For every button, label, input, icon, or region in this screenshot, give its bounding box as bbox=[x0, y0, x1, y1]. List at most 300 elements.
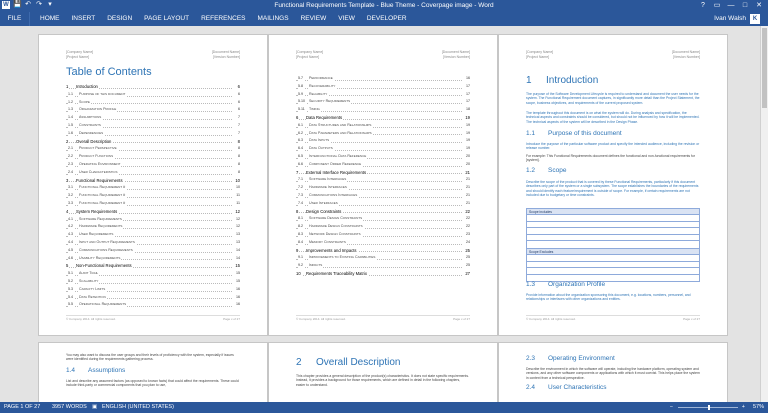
toc-entry[interactable] bbox=[296, 192, 470, 200]
toc-entry[interactable] bbox=[66, 177, 240, 185]
toc-entry-page: 27 bbox=[465, 270, 470, 276]
toc-entry-text: Communications Requirements bbox=[79, 247, 134, 255]
toc-entry-page: 6 bbox=[237, 106, 240, 114]
toc-entry[interactable] bbox=[66, 200, 240, 208]
footer-page-number: Page x of 27 bbox=[223, 317, 240, 321]
toc-entry[interactable] bbox=[66, 184, 240, 192]
vertical-scrollbar[interactable] bbox=[760, 26, 768, 402]
toc-entry-text: External Interface Requirements bbox=[306, 169, 367, 175]
toc-entry-text: Component Order Reference bbox=[309, 161, 362, 169]
toc-entry-number: 9.1 bbox=[298, 254, 304, 262]
toc-entry[interactable] bbox=[66, 192, 240, 200]
toc-entry-page: 7 bbox=[237, 130, 240, 138]
toc-entry-number: 4.5 bbox=[68, 247, 74, 255]
heading-number: 2 bbox=[296, 357, 302, 368]
toc-entry[interactable] bbox=[296, 83, 470, 91]
table-header: Scope includes bbox=[527, 209, 699, 215]
toc-entry-page: 8 bbox=[237, 161, 240, 169]
toc-entry-text: User Interfaces bbox=[309, 200, 339, 208]
toc-entry-number: 1.1 bbox=[68, 91, 74, 99]
toc-entry-number: 3 bbox=[66, 177, 69, 183]
toc-entry-number: 5.9 bbox=[298, 91, 304, 99]
toc-entry-text: User Requirements bbox=[79, 231, 114, 239]
toc-entry[interactable] bbox=[66, 106, 240, 114]
overall-description-paragraph: This chapter provides a general description of the product(s) characteristics. It does not state specific requirements. Instead, it provides a background for those requirements, which are defined in detail in the following chapters, easier to understand. bbox=[296, 374, 470, 387]
toc-entry[interactable] bbox=[66, 262, 240, 270]
toc-entry-page: 15 bbox=[235, 278, 240, 286]
toc-entry-page: 19 bbox=[465, 145, 470, 153]
toc-entry-number: 6.1 bbox=[298, 122, 304, 130]
toc-entry[interactable] bbox=[66, 99, 240, 107]
toc-entry[interactable] bbox=[66, 114, 240, 122]
toc-entry-number: 2 bbox=[66, 138, 69, 144]
page-header bbox=[526, 50, 700, 62]
purpose-paragraph-1: Introduce the purpose of the particular software product and specify the intended audience, including the revision or release number. bbox=[526, 142, 700, 151]
toc-entry-number: 4.2 bbox=[68, 223, 74, 231]
document-area[interactable] bbox=[0, 26, 768, 402]
maximize-button[interactable]: □ bbox=[742, 2, 748, 9]
toc-entry-number: 8.3 bbox=[298, 231, 304, 239]
toc-entry-number: 1.2 bbox=[68, 99, 74, 107]
heading-text: Operating Environment bbox=[548, 355, 615, 362]
toc-entry-page: 8 bbox=[237, 138, 240, 144]
user-name[interactable]: Ivan Walsh bbox=[714, 15, 746, 22]
toc-entry-page: 7 bbox=[237, 122, 240, 130]
toc-entry[interactable] bbox=[296, 75, 470, 83]
toc-entry-page: 12 bbox=[235, 208, 240, 214]
toc-entry-text: Assumptions bbox=[79, 114, 102, 122]
toc-entry-number: 8.1 bbox=[298, 215, 304, 223]
ribbon-tab-insert[interactable]: INSERT bbox=[71, 15, 96, 22]
undo-icon[interactable]: ↶ bbox=[25, 1, 31, 8]
user-groups-paragraph: You may also want to discuss the user groups and their levels of proficiency with the system, especially if issues were identified during the requirements gathering process. bbox=[66, 353, 234, 362]
toc-entry-number: 3.2 bbox=[68, 192, 74, 200]
toc-entry-text: Non-Functional Requirements bbox=[76, 263, 132, 269]
toc-entry[interactable] bbox=[296, 137, 470, 145]
toc-entry-number: 7.4 bbox=[298, 200, 304, 208]
page-footer bbox=[66, 315, 240, 321]
heading-text: Assumptions bbox=[88, 367, 126, 374]
toc-entry-number: 6.4 bbox=[298, 145, 304, 153]
toc-entry[interactable] bbox=[66, 161, 240, 169]
page-footer bbox=[526, 315, 700, 321]
heading-operating-environment bbox=[526, 355, 615, 362]
toc-entry-text: Data Inputs bbox=[309, 137, 330, 145]
toc-heading: Table of Contents bbox=[66, 66, 152, 78]
toc-entry-number: 5.7 bbox=[298, 75, 304, 83]
header-company: [Company Name] bbox=[526, 50, 554, 54]
toc-entry-text: Data Outputs bbox=[309, 145, 334, 153]
toc-entry[interactable] bbox=[296, 145, 470, 153]
heading-assumptions bbox=[66, 367, 125, 374]
toc-entry-page: 6 bbox=[237, 99, 240, 107]
toc-entry-text: Network Design Constraints bbox=[309, 231, 362, 239]
toc-entry-number: 10 bbox=[296, 270, 301, 276]
heading-text: User Characteristics bbox=[548, 384, 607, 391]
ribbon-tab-design[interactable]: DESIGN bbox=[107, 15, 133, 22]
page-introduction[interactable] bbox=[498, 34, 728, 336]
toc-entry[interactable] bbox=[66, 153, 240, 161]
ribbon-tab-page-layout[interactable]: PAGE LAYOUT bbox=[144, 15, 190, 22]
toc-entry[interactable] bbox=[66, 247, 240, 255]
toc-entry-text: Impacts bbox=[309, 262, 323, 270]
toc-entry-number: 4.4 bbox=[68, 239, 74, 247]
toc-entry-page: 6 bbox=[237, 91, 240, 99]
scope-excludes-table[interactable] bbox=[526, 248, 700, 282]
heading-text: Organization Profile bbox=[548, 281, 606, 288]
toc-entry-text: Audit Trail bbox=[79, 270, 99, 278]
toc-entry-page: 25 bbox=[465, 247, 470, 253]
heading-number: 1.2 bbox=[526, 167, 536, 174]
heading-scope bbox=[526, 167, 566, 174]
page-footer bbox=[296, 315, 470, 321]
organization-paragraph: Provide information about the organization sponsoring this document, e.g. locations, numbers, personnel, and relationships or interfaces with other organizations and entities. bbox=[526, 293, 691, 302]
toc-entry-page: 22 bbox=[465, 215, 470, 223]
ribbon-tab-view[interactable]: VIEW bbox=[338, 15, 355, 22]
toc-entry-number: 3.3 bbox=[68, 200, 74, 208]
toc-entry-number: 4.1 bbox=[68, 216, 74, 224]
toc-entry-number: 2.4 bbox=[68, 169, 74, 177]
toc-entry-page: 13 bbox=[235, 239, 240, 247]
heading-overall-description bbox=[296, 357, 400, 368]
header-project: [Project Name] bbox=[296, 54, 320, 59]
toc-entry[interactable] bbox=[66, 145, 240, 153]
toc-entry-number: 6.5 bbox=[298, 153, 304, 161]
toc-entry-text: Functional Requirement # bbox=[79, 200, 126, 208]
toc-entry-text: Communications Interfaces bbox=[309, 192, 358, 200]
toc-entry[interactable] bbox=[296, 208, 470, 216]
toc-entry-page: 16 bbox=[235, 294, 240, 302]
toc-entry-text: Software Requirements bbox=[79, 216, 123, 224]
toc-entry-number: 1 bbox=[66, 84, 69, 89]
toc-entry[interactable] bbox=[66, 169, 240, 177]
window-controls bbox=[696, 0, 766, 12]
toc-entry-text: Design Constraints bbox=[306, 208, 342, 214]
toc-entry[interactable] bbox=[296, 270, 470, 278]
toc-entry[interactable] bbox=[296, 184, 470, 192]
close-button[interactable]: ✕ bbox=[756, 2, 762, 9]
file-tab[interactable]: FILE bbox=[0, 12, 30, 26]
toc-entry-page: 6 bbox=[237, 84, 240, 89]
toc-entry-page: 21 bbox=[465, 192, 470, 200]
toc-entry-text: Overall Description bbox=[76, 138, 112, 144]
toc-entry-text: Data Retention bbox=[79, 294, 107, 302]
toc-entry[interactable] bbox=[296, 122, 470, 130]
toc-entry[interactable] bbox=[296, 239, 470, 247]
toc-entry[interactable] bbox=[66, 83, 240, 91]
page-toc-1[interactable] bbox=[38, 34, 268, 336]
toc-entry-number: 4.6 bbox=[68, 255, 74, 263]
toc-entry-text: Dependencies bbox=[79, 130, 104, 138]
toc-entry[interactable] bbox=[296, 176, 470, 184]
toc-entry[interactable] bbox=[66, 294, 240, 302]
ribbon-tab-list bbox=[34, 12, 413, 26]
footer-copyright: © Company 2014. All rights reserved. bbox=[526, 317, 576, 321]
avatar[interactable]: K bbox=[750, 14, 760, 24]
toc-entry-text: Requirements Traceability Matrix bbox=[306, 270, 367, 276]
toc-entry[interactable] bbox=[66, 223, 240, 231]
toc-entry-text: Memory Constraints bbox=[309, 239, 347, 247]
toc-entry[interactable] bbox=[66, 270, 240, 278]
toc-entry-page: 12 bbox=[235, 223, 240, 231]
page-count[interactable]: PAGE 1 OF 27 bbox=[4, 404, 41, 410]
purpose-paragraph-2: For example: This Functional Requirements document defines the functional and non-functional requirements for [system]. bbox=[526, 154, 695, 163]
toc-entry-text: Hardware Interfaces bbox=[309, 184, 348, 192]
toc-entry-page: 15 bbox=[235, 263, 240, 269]
toc-entry[interactable] bbox=[296, 223, 470, 231]
word-logo-icon: W bbox=[3, 2, 9, 8]
toc-entry-page: 18 bbox=[465, 106, 470, 114]
zoom-out-button[interactable]: − bbox=[669, 404, 673, 410]
toc-entry-number: 1.5 bbox=[68, 122, 74, 130]
toc-entry-text: Performance bbox=[309, 75, 334, 83]
toc-entry-text: Improvements to Existing Capabilities bbox=[309, 254, 376, 262]
header-company: [Company Name] bbox=[66, 50, 94, 54]
toc-entry-number: 7.3 bbox=[298, 192, 304, 200]
header-version: [Version Number] bbox=[442, 54, 470, 59]
toc-entry[interactable] bbox=[66, 216, 240, 224]
toc-entry[interactable] bbox=[66, 208, 240, 216]
toc-entry-number: 2.1 bbox=[68, 145, 74, 153]
page-operating-environment[interactable] bbox=[498, 342, 728, 402]
scope-includes-table[interactable] bbox=[526, 208, 700, 249]
page-assumptions[interactable] bbox=[38, 342, 268, 402]
help-button[interactable]: ? bbox=[701, 2, 705, 9]
toc-entry[interactable] bbox=[296, 254, 470, 262]
toc-entry-number: 9.2 bbox=[298, 262, 304, 270]
toc-entry-number: 2.2 bbox=[68, 153, 74, 161]
toc-entry-text: Operating Environment bbox=[79, 161, 121, 169]
assumptions-paragraph: List and describe any assumed factors (as opposed to known facts) that could affect the requirements. These could include third-party or commercial components that you plan to use, bbox=[66, 379, 239, 388]
proofing-icon[interactable]: ▣ bbox=[92, 404, 98, 410]
ribbon-tab-review[interactable]: REVIEW bbox=[300, 15, 327, 22]
toc-entry-number: 5.4 bbox=[68, 294, 74, 302]
toc-entry-page: 14 bbox=[235, 247, 240, 255]
toc-entry-number: 5.5 bbox=[68, 301, 74, 309]
ribbon-tab-mailings[interactable]: MAILINGS bbox=[257, 15, 289, 22]
toc-list bbox=[296, 75, 470, 278]
toc-entry-page: 25 bbox=[465, 254, 470, 262]
toc-entry[interactable] bbox=[296, 169, 470, 177]
toc-entry-page: 8 bbox=[237, 153, 240, 161]
save-icon[interactable]: 💾 bbox=[13, 1, 22, 8]
scrollbar-thumb[interactable] bbox=[762, 28, 767, 108]
toc-entry-number: 7.1 bbox=[298, 176, 304, 184]
toc-entry-number: 4 bbox=[66, 208, 69, 214]
heading-number: 1.1 bbox=[526, 130, 536, 137]
toc-entry[interactable] bbox=[66, 122, 240, 130]
heading-introduction bbox=[526, 75, 598, 86]
toc-entry-number: 7 bbox=[296, 169, 299, 175]
toc-entry-text: Usability Requirements bbox=[79, 255, 121, 263]
heading-number: 2.4 bbox=[526, 384, 536, 391]
toc-entry-text: Reliability bbox=[309, 91, 328, 99]
toc-entry-number: 5.10 bbox=[298, 98, 306, 106]
toc-entry-page: 10 bbox=[235, 184, 240, 192]
heading-text: Purpose of this document bbox=[548, 130, 622, 137]
ribbon-tab-developer[interactable]: DEVELOPER bbox=[366, 15, 407, 22]
heading-organization-profile bbox=[526, 281, 605, 288]
toc-entry-page: 19 bbox=[465, 122, 470, 130]
toc-leader bbox=[296, 111, 462, 112]
language-indicator[interactable]: ENGLISH (UNITED STATES) bbox=[102, 404, 174, 410]
toc-entry-page: 13 bbox=[235, 231, 240, 239]
zoom-level[interactable]: 57% bbox=[752, 404, 764, 410]
toc-entry-text: Security Requirements bbox=[309, 98, 351, 106]
toc-entry-text: Timing bbox=[309, 106, 321, 114]
toc-entry-number: 4.3 bbox=[68, 231, 74, 239]
redo-icon[interactable]: ↷ bbox=[36, 1, 42, 8]
toc-entry-text: Interfunctional Data Reference bbox=[309, 153, 367, 161]
toc-entry-page: 11 bbox=[235, 200, 240, 208]
toc-entry-page: 14 bbox=[235, 255, 240, 263]
toc-entry[interactable] bbox=[66, 91, 240, 99]
toc-entry-number: 8.4 bbox=[298, 239, 304, 247]
page-header bbox=[66, 50, 240, 62]
toc-entry[interactable] bbox=[296, 91, 470, 99]
toc-entry-number: 5.1 bbox=[68, 270, 74, 278]
toc-entry-text: Introduction bbox=[76, 84, 98, 89]
toc-entry[interactable] bbox=[296, 247, 470, 255]
toc-entry-page: 22 bbox=[465, 223, 470, 231]
toc-entry-page: 8 bbox=[237, 145, 240, 153]
toc-entry-number: 2.3 bbox=[68, 161, 74, 169]
toc-entry-page: 24 bbox=[465, 239, 470, 247]
toc-entry-text: System Requirements bbox=[76, 208, 118, 214]
toc-entry[interactable] bbox=[66, 255, 240, 263]
header-project: [Project Name] bbox=[66, 54, 90, 59]
heading-user-characteristics bbox=[526, 384, 607, 391]
toc-entry-number: 1.3 bbox=[68, 106, 74, 114]
toc-entry-page: 20 bbox=[465, 153, 470, 161]
ribbon-tab-home[interactable]: HOME bbox=[40, 15, 60, 22]
toc-entry-page: 19 bbox=[465, 130, 470, 138]
toc-entry-number: 5.11 bbox=[298, 106, 306, 114]
toc-entry[interactable] bbox=[296, 200, 470, 208]
title-bar bbox=[0, 0, 768, 12]
toc-entry-text: Capacity Limits bbox=[79, 286, 106, 294]
toc-entry-text: Scope bbox=[79, 99, 91, 107]
header-project: [Project Name] bbox=[526, 54, 550, 59]
toc-entry-number: 1.4 bbox=[68, 114, 74, 122]
toc-entry-text: Product Functions bbox=[79, 153, 114, 161]
ribbon-display-button[interactable]: ▭ bbox=[713, 2, 721, 9]
toc-entry-text: Hardware Requirements bbox=[79, 223, 123, 231]
intro-paragraph-1: The purpose of the Software Development Lifecycle is required to understand and document the user needs for the system. The Functional Requirement document captures, in significantly more detail than the Project Statement, the scope, business objectives, and requirements of the current proposed system. bbox=[526, 92, 700, 105]
toc-entry-text: Scalability bbox=[79, 278, 99, 286]
page-overall-description[interactable] bbox=[268, 342, 498, 402]
header-document: [Document Name] bbox=[211, 50, 240, 54]
toc-entry-page: 17 bbox=[465, 98, 470, 106]
toc-entry-text: Constraints bbox=[79, 122, 102, 130]
heading-number: 1.3 bbox=[526, 281, 536, 288]
toc-entry-page: 11 bbox=[235, 192, 240, 200]
toc-entry[interactable] bbox=[66, 286, 240, 294]
toc-entry-number: 6 bbox=[296, 114, 299, 120]
toc-entry-page: 17 bbox=[465, 83, 470, 91]
toc-entry[interactable] bbox=[296, 130, 470, 138]
toc-entry-page: 23 bbox=[465, 231, 470, 239]
heading-number: 1 bbox=[526, 75, 532, 86]
toc-entry[interactable] bbox=[296, 114, 470, 122]
toc-entry-number: 3.1 bbox=[68, 184, 74, 192]
intro-paragraph-2: The template throughout this document is on what the system will do. During analysis and specification, the technical aspects and constraints should be considered, but should not be influenced by how it will be implemented. The technical aspects of the system will be described in the Design Phase. bbox=[526, 111, 700, 124]
heading-text: Overall Description bbox=[316, 357, 401, 368]
toc-entry-text: Functional Requirement # bbox=[79, 192, 126, 200]
toc-entry-text: Purpose of this document bbox=[79, 91, 126, 99]
toc-entry[interactable] bbox=[66, 301, 240, 309]
footer-page-number: Page x of 27 bbox=[683, 317, 700, 321]
zoom-in-button[interactable]: + bbox=[741, 404, 745, 410]
toc-entry-number: 8 bbox=[296, 208, 299, 214]
toc-entry-page: 22 bbox=[465, 208, 470, 214]
toc-entry-page: 12 bbox=[235, 216, 240, 224]
customize-qat-icon[interactable]: ▾ bbox=[48, 1, 52, 8]
toc-entry-number: 1.6 bbox=[68, 130, 74, 138]
toc-entry[interactable] bbox=[296, 262, 470, 270]
toc-entry-number: 5 bbox=[66, 263, 69, 269]
toc-entry-page: 21 bbox=[465, 176, 470, 184]
toc-entry-page: 25 bbox=[465, 262, 470, 270]
toc-entry[interactable] bbox=[296, 215, 470, 223]
toc-entry-page: 16 bbox=[465, 75, 470, 83]
toc-entry-text: Data Structures and Relationships bbox=[309, 122, 372, 130]
toc-entry-number: 5.2 bbox=[68, 278, 74, 286]
header-document: [Document Name] bbox=[671, 50, 700, 54]
toc-entry-number: 7.2 bbox=[298, 184, 304, 192]
toc-entry[interactable] bbox=[66, 278, 240, 286]
footer-copyright: © Company 2014. All rights reserved. bbox=[66, 317, 116, 321]
header-company: [Company Name] bbox=[296, 50, 324, 54]
word-count[interactable]: 3957 WORDS bbox=[52, 404, 87, 410]
toc-entry[interactable] bbox=[296, 231, 470, 239]
toc-entry[interactable] bbox=[296, 106, 470, 114]
toc-entry[interactable] bbox=[66, 138, 240, 146]
toc-entry-text: Product Perspective bbox=[79, 145, 118, 153]
toc-entry-text: Organization Profile bbox=[79, 106, 117, 114]
ribbon-tab-references[interactable]: REFERENCES bbox=[201, 15, 246, 22]
toc-entry-text: Software Interfaces bbox=[309, 176, 347, 184]
toc-entry-number: 6.6 bbox=[298, 161, 304, 169]
toc-entry-number: 9 bbox=[296, 247, 299, 253]
toc-entry-page: 16 bbox=[235, 301, 240, 309]
toc-entry[interactable] bbox=[66, 239, 240, 247]
zoom-slider-handle[interactable] bbox=[708, 405, 710, 410]
page-toc-2[interactable] bbox=[268, 34, 498, 336]
scope-paragraph: Describe the scope of the product that is covered by these Functional Requirements, particularly if this document describes only part of the system or a single subsystem. The scope establishes the boundaries of the requirements and should identify each feature/requirement is outside of scope. For example, if certain requirements are not included due to budgetary or time constraints. bbox=[526, 180, 699, 198]
toc-entry-page: 8 bbox=[237, 169, 240, 177]
toc-entry-text: Software Design Constraints bbox=[309, 215, 363, 223]
header-document: [Document Name] bbox=[441, 50, 470, 54]
toc-entry-number: 8.2 bbox=[298, 223, 304, 231]
toc-entry-number: 5.3 bbox=[68, 286, 74, 294]
toc-entry[interactable] bbox=[66, 231, 240, 239]
minimize-button[interactable]: — bbox=[727, 2, 735, 9]
toc-entry-page: 16 bbox=[235, 286, 240, 294]
toc-entry[interactable] bbox=[296, 98, 470, 106]
toc-entry-page: 19 bbox=[465, 114, 470, 120]
ribbon-tabs bbox=[0, 12, 768, 26]
header-version: [Version Number] bbox=[212, 54, 240, 59]
toc-entry-text: Operational Requirements bbox=[79, 301, 127, 309]
toc-entry[interactable] bbox=[66, 130, 240, 138]
heading-number: 2.3 bbox=[526, 355, 536, 362]
table-row[interactable] bbox=[527, 241, 699, 248]
toc-entry[interactable] bbox=[296, 153, 470, 161]
header-version: [Version Number] bbox=[672, 54, 700, 59]
toc-entry-text: Functional Requirement # bbox=[79, 184, 126, 192]
toc-entry[interactable] bbox=[296, 161, 470, 169]
